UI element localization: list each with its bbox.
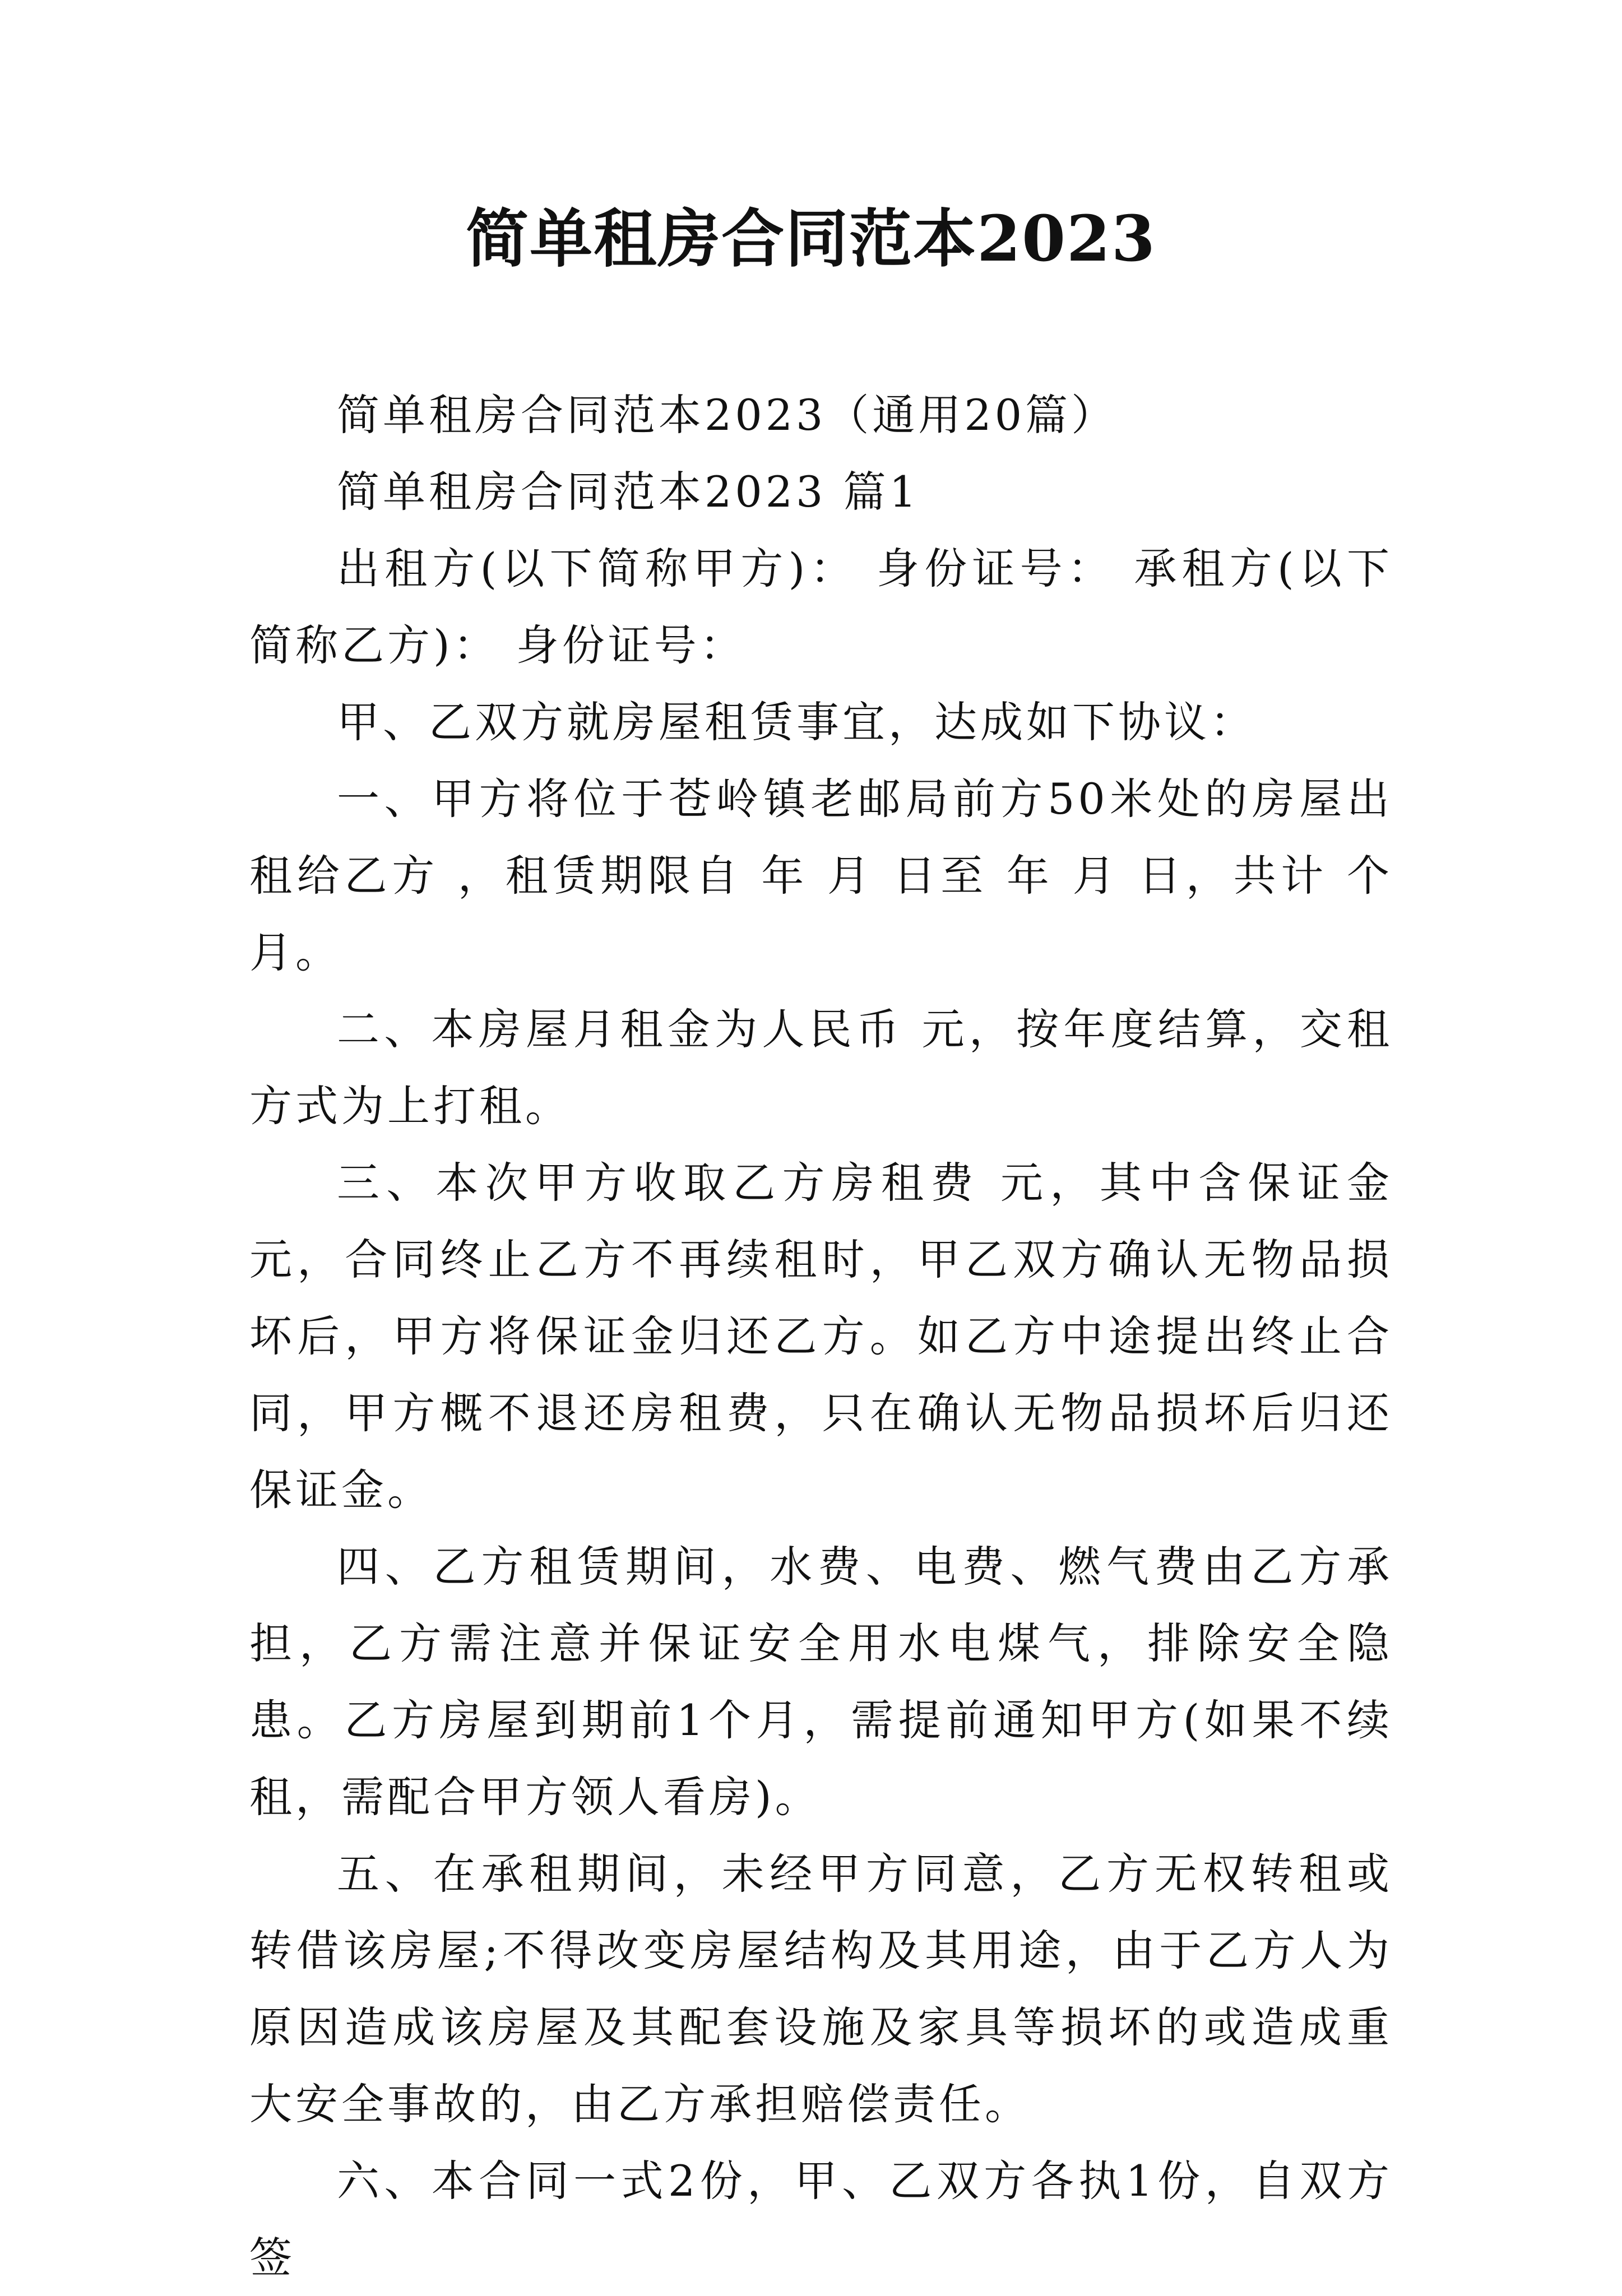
paragraph-clause-3: 三、本次甲方收取乙方房租费 元，其中含保证金 元，合同终止乙方不再续租时，甲乙双方确认无物品损坏后，甲方将保证金归还乙方。如乙方中途提出终止合同，甲方概不退还房租费，只在确认无物品损坏后归还保证金。 (249, 1158, 1393, 1515)
paragraph-agreement-intro: 甲、乙双方就房屋租赁事宜，达成如下协议： (337, 697, 1256, 747)
paragraph-clause-4: 四、乙方租赁期间，水费、电费、燃气费由乙方承担，乙方需注意并保证安全用水电煤气，排除安全隐患。乙方房屋到期前1个月，需提前通知甲方(如果不续租，需配合甲方领人看房)。 (249, 1542, 1393, 1822)
paragraph-clause-5: 五、在承租期间，未经甲方同意，乙方无权转租或转借该房屋;不得改变房屋结构及其用途，由于乙方人为原因造成该房屋及其配套设施及家具等损坏的或造成重大安全事故的，由乙方承担赔偿责任。 (249, 1849, 1393, 2129)
paragraph-clause-2: 二、本房屋月租金为人民币 元，按年度结算，交租方式为上打租。 (249, 1004, 1393, 1131)
paragraph-section-heading: 简单租房合同范本2023 篇1 (337, 467, 920, 517)
document-title: 简单租房合同范本2023 (466, 202, 1156, 276)
paragraph-clause-1: 一、甲方将位于苍岭镇老邮局前方50米处的房屋出租给乙方 ，租赁期限自 年 月 日至 年 月 日，共计 个月。 (249, 774, 1393, 977)
document-body (249, 377, 1393, 2296)
paragraph-parties: 出租方(以下简称甲方)： 身份证号： 承租方(以下简称乙方)： 身份证号： (249, 544, 1393, 670)
paragraph-clause-6: 六、本合同一式2份，甲、乙双方各执1份，自双方签 (249, 2156, 1393, 2283)
paragraph-collection-title: 简单租房合同范本2023（通用20篇） (337, 390, 1118, 440)
